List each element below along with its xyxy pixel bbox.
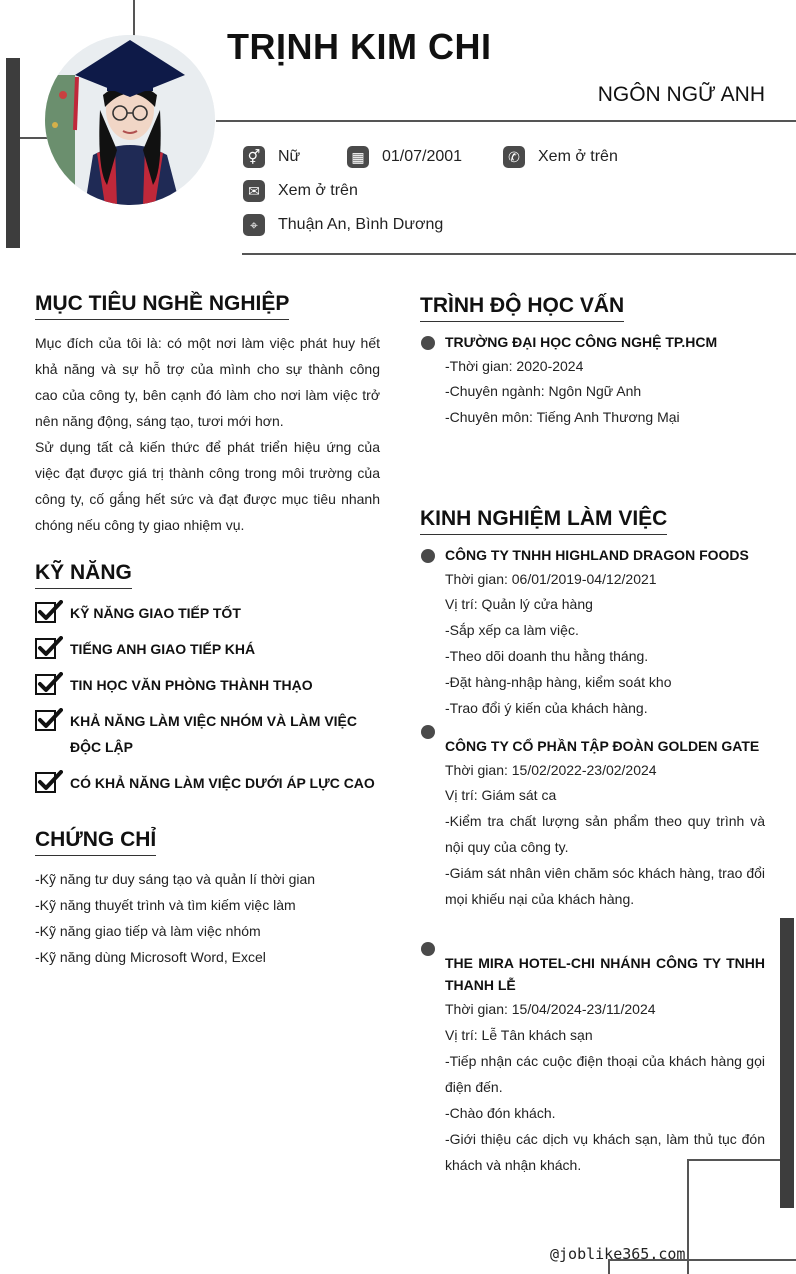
job-line: -Tiếp nhận các cuộc điện thoại của khách hàng gọi điện đến.	[445, 1053, 765, 1095]
skill-item	[35, 672, 385, 698]
checkbox-check-icon	[35, 672, 63, 696]
skill-item	[35, 770, 385, 796]
job-line: Vị trí: Giám sát ca	[445, 787, 557, 803]
checkbox-check-icon	[35, 708, 63, 732]
divider-line	[216, 120, 796, 122]
experience-title: KINH NGHIỆM LÀM VIỆC	[420, 507, 667, 535]
right-accent-bar	[780, 918, 794, 1208]
job-company: CÔNG TY CỔ PHẦN TẬP ĐOÀN GOLDEN GATE	[445, 738, 760, 754]
skill-label: KHẢ NĂNG LÀM VIỆC NHÓM VÀ LÀM VIỆC ĐỘC LẬP	[70, 713, 357, 755]
left-accent-bar	[6, 58, 20, 248]
phone-info	[503, 146, 618, 168]
checkbox-check-icon	[35, 770, 63, 794]
skill-label: TIẾNG ANH GIAO TIẾP KHÁ	[70, 641, 256, 657]
skill-label: KỸ NĂNG GIAO TIẾP TỐT	[70, 605, 241, 621]
gender-info	[243, 146, 300, 168]
education-line: -Chuyên ngành: Ngôn Ngữ Anh	[445, 383, 642, 399]
job-line: -Giới thiệu các dịch vụ khách sạn, làm thủ tục đón khách và nhận khách.	[445, 1131, 765, 1173]
certificate-item: -Kỹ năng thuyết trình và tìm kiếm việc làm	[35, 897, 296, 913]
job-line: -Sắp xếp ca làm việc.	[445, 622, 579, 638]
gender-value: Nữ	[278, 148, 301, 165]
divider-line	[242, 253, 796, 255]
skill-item	[35, 708, 385, 760]
certificate-item: -Kỹ năng tư duy sáng tạo và quản lí thời gian	[35, 871, 316, 887]
birthday-value: 01/07/2001	[382, 148, 463, 165]
envelope-icon: ✉	[243, 180, 265, 202]
candidate-role: NGÔN NGỮ ANH	[597, 83, 765, 106]
bullet-dot	[421, 725, 435, 739]
divider-line	[20, 137, 48, 139]
school-name: TRƯỜNG ĐẠI HỌC CÔNG NGHỆ TP.HCM	[445, 334, 718, 350]
job-line: -Chào đón khách.	[445, 1105, 556, 1121]
job-line: -Đặt hàng-nhập hàng, kiểm soát kho	[445, 674, 672, 690]
divider-line	[133, 0, 135, 38]
job-line: Thời gian: 15/02/2022-23/02/2024	[445, 762, 657, 778]
job-company: THE MIRA HOTEL-CHI NHÁNH CÔNG TY TNHH THANH LỄ	[445, 955, 765, 993]
skill-label: CÓ KHẢ NĂNG LÀM VIỆC DƯỚI ÁP LỰC CAO	[70, 775, 375, 791]
education-line: -Chuyên môn: Tiếng Anh Thương Mại	[445, 409, 680, 425]
job-line: -Trao đổi ý kiến của khách hàng.	[445, 700, 648, 716]
job-line: Thời gian: 06/01/2019-04/12/2021	[445, 571, 657, 587]
checkbox-check-icon	[35, 600, 63, 624]
email-value: Xem ở trên	[278, 182, 358, 199]
candidate-name: TRỊNH KIM CHI	[227, 26, 492, 67]
checkbox-check-icon	[35, 636, 63, 660]
objective-paragraph-1: Mục đích của tôi là: có một nơi làm việc phát huy hết khả năng và sự hỗ trợ của mình cho sự thành công cao của công ty, bên cạnh đó làm cho nơi làm việc trở nên năng động, sáng tạo, tươi mới hơn.	[35, 335, 380, 429]
email-info	[243, 180, 358, 202]
bullet-dot	[421, 336, 435, 350]
education-title: TRÌNH ĐỘ HỌC VẤN	[420, 294, 624, 322]
job-line: Vị trí: Quản lý cửa hàng	[445, 596, 593, 612]
skill-label: TIN HỌC VĂN PHÒNG THÀNH THẠO	[70, 677, 313, 693]
skill-item	[35, 600, 385, 626]
objective-paragraph-2: Sử dụng tất cả kiến thức để phát triển hiệu ứng của việc đạt được giá trị thành công trong môi trường của công ty, cố gắng hết sức và đạt được mục tiêu nhanh chóng nếu công ty giao nhiệm vụ.	[35, 439, 380, 533]
birthday-info	[347, 146, 462, 168]
address-info	[243, 214, 443, 236]
job-line: -Kiểm tra chất lượng sản phẩm theo quy trình và nội quy của công ty.	[445, 813, 765, 855]
certificate-item: -Kỹ năng dùng Microsoft Word, Excel	[35, 949, 266, 965]
job-line: Thời gian: 15/04/2024-23/11/2024	[445, 1001, 656, 1017]
location-pin-icon: ⌖	[243, 214, 265, 236]
job-line: Vị trí: Lễ Tân khách sạn	[445, 1027, 593, 1043]
job-company: CÔNG TY TNHH HIGHLAND DRAGON FOODS	[445, 547, 749, 563]
certificate-item: -Kỹ năng giao tiếp và làm việc nhóm	[35, 923, 261, 939]
phone-value: Xem ở trên	[538, 148, 618, 165]
job-line: -Theo dõi doanh thu hằng tháng.	[445, 648, 649, 664]
skills-title: KỸ NĂNG	[35, 561, 132, 589]
education-line: -Thời gian: 2020-2024	[445, 358, 584, 374]
bullet-dot	[421, 549, 435, 563]
footer-watermark: @joblike365.com	[550, 1245, 686, 1263]
gender-icon: ⚥	[243, 146, 265, 168]
certificates-title: CHỨNG CHỈ	[35, 828, 156, 856]
job-line: -Giám sát nhân viên chăm sóc khách hàng, trao đổi mọi khiếu nại của khách hàng.	[445, 865, 765, 907]
calendar-icon: ▦	[347, 146, 369, 168]
skill-item	[35, 636, 385, 662]
phone-icon: ✆	[503, 146, 525, 168]
bullet-dot	[421, 942, 435, 956]
avatar	[45, 35, 215, 205]
objective-title: MỤC TIÊU NGHỀ NGHIỆP	[35, 292, 289, 320]
address-value: Thuận An, Bình Dương	[278, 216, 444, 233]
